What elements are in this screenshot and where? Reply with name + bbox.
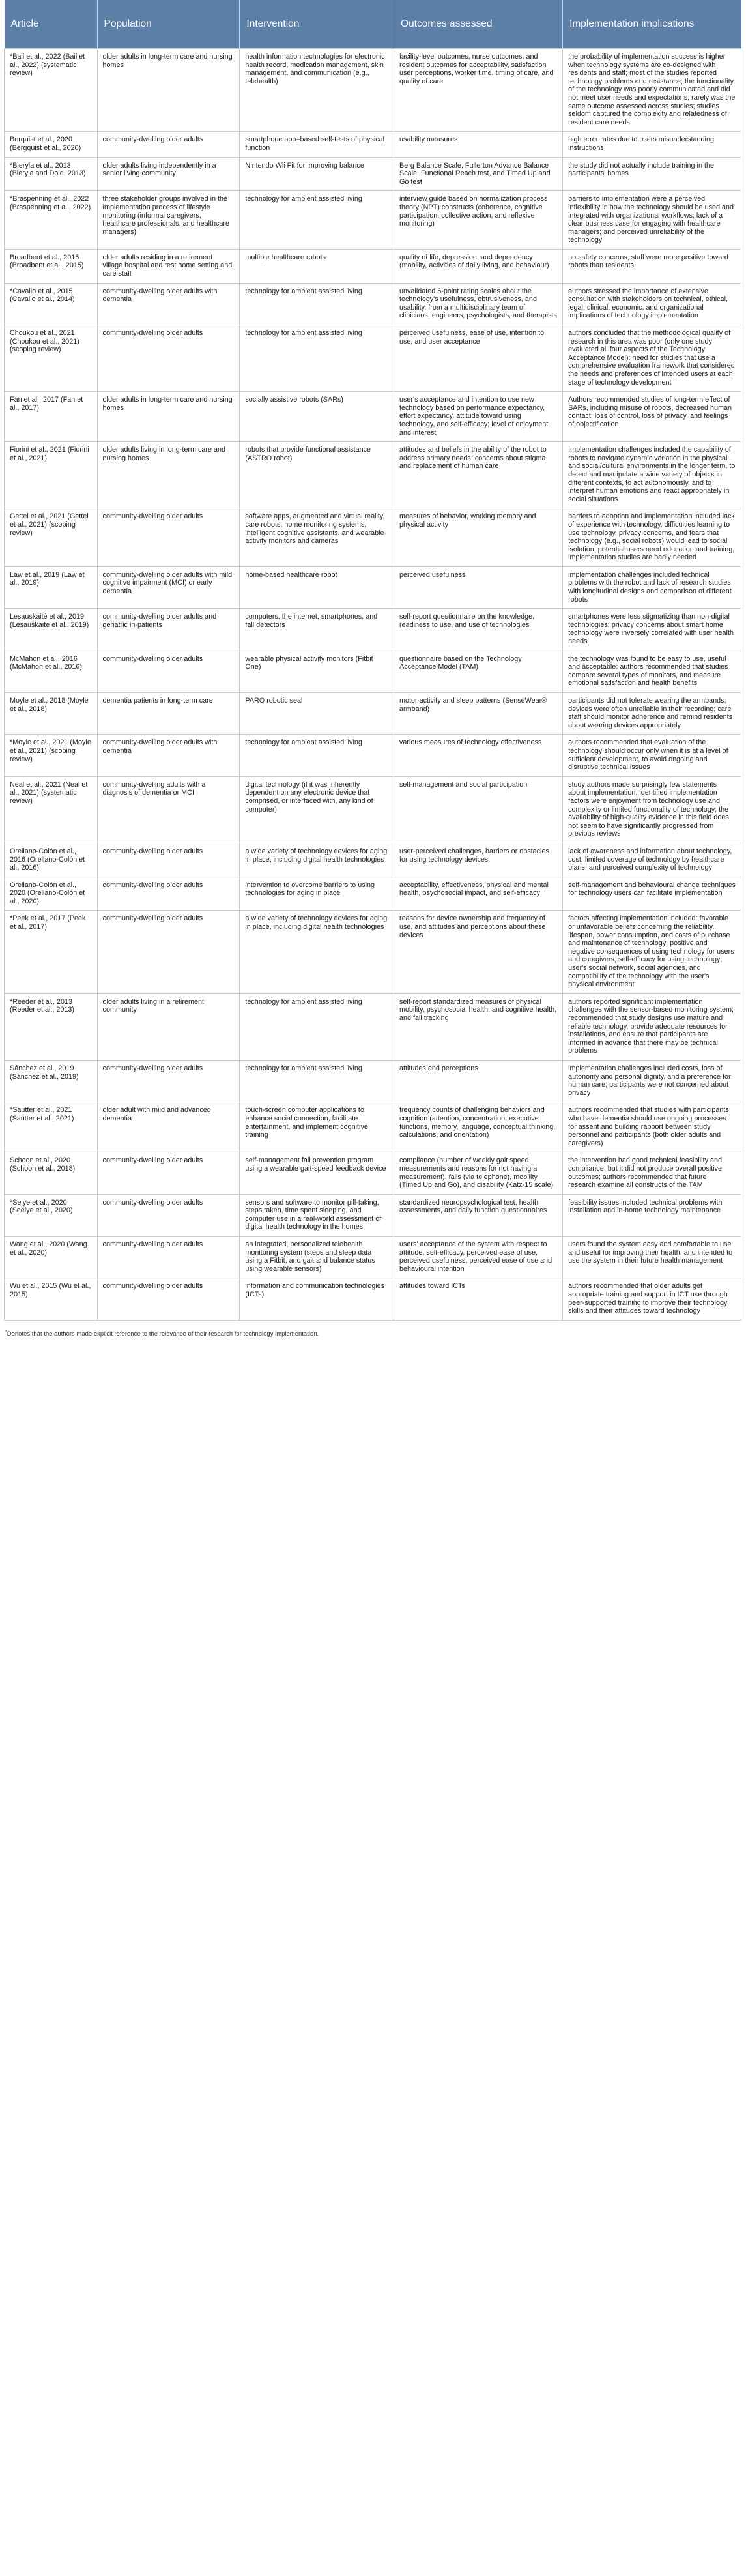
table-row: [5, 283, 741, 325]
cell-intervention: socially assistive robots (SARs): [240, 392, 394, 442]
cell-article: Choukou et al., 2021 (Choukou et al., 2021) (scoping review): [5, 325, 98, 392]
cell-intervention: technology for ambient assisted living: [240, 325, 394, 392]
cell-intervention: intervention to overcome barriers to using technologies for aging in place: [240, 877, 394, 911]
table-row: [5, 1194, 741, 1236]
cell-implications: barriers to implementation were a perceived inflexibility in how the technology should be used and integrated with organizational workflows; lack of a clear business case for engaging with healthcare managers; and perceived unreliability of the technology: [563, 191, 741, 250]
cell-outcomes: unvalidated 5-point rating scales about the technology's usefulness, obtrusiveness, and usability, from a multidisciplinary team of clinicians, engineers, psychologists, and therapists: [394, 283, 563, 325]
table-row: [5, 325, 741, 392]
cell-population: community-dwelling older adults: [97, 1237, 240, 1278]
table-footnote: [5, 1328, 746, 1338]
cell-outcomes: questionnaire based on the Technology Acceptance Model (TAM): [394, 651, 563, 692]
table-header: [5, 0, 741, 49]
cell-intervention: smartphone app–based self-tests of physical function: [240, 132, 394, 157]
cell-implications: factors affecting implementation included: favorable or unfavorable beliefs concerning the reliability, lifespan, power consumption, and costs of purchase and maintenance of technology; positive and negative consequences of using technology for users and caregivers; self-efficacy for using technology; user's social network, social agencies, and compatibility of the technology with the user's physical environment: [563, 911, 741, 993]
cell-intervention: an integrated, personalized telehealth monitoring system (steps and sleep data using a Fitbit, and gait and balance status using wearable sensors): [240, 1237, 394, 1278]
cell-outcomes: reasons for device ownership and frequency of use, and attitudes and perceptions about these devices: [394, 911, 563, 993]
table-row: [5, 1237, 741, 1278]
cell-population: community-dwelling older adults: [97, 651, 240, 692]
table-row: [5, 609, 741, 651]
cell-outcomes: attitudes toward ICTs: [394, 1278, 563, 1320]
cell-outcomes: motor activity and sleep patterns (SenseWear® armband): [394, 693, 563, 735]
cell-population: community-dwelling older adults: [97, 877, 240, 911]
cell-outcomes: facility-level outcomes, nurse outcomes, and resident outcomes for acceptability, satisfaction user perceptions, worker time, timing of care, and quality of care: [394, 49, 563, 132]
cell-population: community-dwelling older adults: [97, 1060, 240, 1102]
cell-outcomes: self-report standardized measures of physical mobility, psychosocial health, and cognitive health, and fall tracking: [394, 993, 563, 1060]
cell-implications: participants did not tolerate wearing the armbands; devices were often unreliable in their recording; care staff should monitor adherence and remind residents about wearing devices appropriately: [563, 693, 741, 735]
table-row: [5, 392, 741, 442]
cell-population: community-dwelling older adults with dementia: [97, 283, 240, 325]
cell-outcomes: attitudes and beliefs in the ability of the robot to address primary needs; concerns about stigma and replacement of human care: [394, 442, 563, 508]
cell-outcomes: perceived usefulness, ease of use, intention to use, and user acceptance: [394, 325, 563, 392]
cell-population: dementia patients in long-term care: [97, 693, 240, 735]
cell-implications: the study did not actually include training in the participants' homes: [563, 157, 741, 191]
cell-implications: feasibility issues included technical problems with installation and in-home technology maintenance: [563, 1194, 741, 1236]
table-row: [5, 735, 741, 776]
header-population: Population: [97, 0, 240, 49]
table-row: [5, 1152, 741, 1194]
cell-article: *Bail et al., 2022 (Bail et al., 2022) (systematic review): [5, 49, 98, 132]
cell-population: community-dwelling older adults and geriatric in-patients: [97, 609, 240, 651]
cell-article: *Selye et al., 2020 (Seelye et al., 2020): [5, 1194, 98, 1236]
table-body: [5, 49, 741, 1321]
cell-implications: Authors recommended studies of long-term effect of SARs, including misuse of robots, decreased human contact, loss of control, loss of privacy, and feelings of objectification: [563, 392, 741, 442]
cell-population: older adults residing in a retirement village hospital and rest home setting and care staff: [97, 249, 240, 283]
cell-article: Fiorini et al., 2021 (Fiorini et al., 2021): [5, 442, 98, 508]
cell-implications: smartphones were less stigmatizing than non-digital technologies; privacy concerns about smart home technology were inversely correlated with user health needs: [563, 609, 741, 651]
cell-intervention: self-management fall prevention program using a wearable gait-speed feedback device: [240, 1152, 394, 1194]
cell-article: Orellano-Colón et al., 2020 (Orellano-Colón et al., 2020): [5, 877, 98, 911]
table-row: [5, 1060, 741, 1102]
cell-implications: authors recommended that studies with participants who have dementia should use ongoing processes for assent and building rapport between study personnel and participants (both older adults and caregivers): [563, 1102, 741, 1152]
cell-article: *Reeder et al., 2013 (Reeder et al., 2013): [5, 993, 98, 1060]
cell-article: Wang et al., 2020 (Wang et al., 2020): [5, 1237, 98, 1278]
cell-article: Lesauskaitė et al., 2019 (Lesauskaitė et al., 2019): [5, 609, 98, 651]
table-row: [5, 191, 741, 250]
table-row: [5, 157, 741, 191]
table-row: [5, 877, 741, 911]
cell-article: Berquist et al., 2020 (Bergquist et al., 2020): [5, 132, 98, 157]
cell-implications: the intervention had good technical feasibility and compliance, but it did not produce overall positive outcomes; authors recommended that future research examine all constructs of the TAM: [563, 1152, 741, 1194]
header-implementation-implications: Implementation implications: [569, 18, 695, 29]
header-outcomes-assessed: Outcomes assessed: [394, 0, 563, 49]
cell-article: McMahon et al., 2016 (McMahon et al., 2016): [5, 651, 98, 692]
table-row: [5, 693, 741, 735]
cell-population: older adult with mild and advanced dementia: [97, 1102, 240, 1152]
cell-implications: authors recommended that older adults get appropriate training and support in ICT use through peer-supported training to improve their technology skills and their attitudes toward technology: [563, 1278, 741, 1320]
cell-article: Moyle et al., 2018 (Moyle et al., 2018): [5, 693, 98, 735]
table-row: [5, 776, 741, 843]
cell-intervention: technology for ambient assisted living: [240, 993, 394, 1060]
cell-implications: authors stressed the importance of extensive consultation with stakeholders on technical, ethical, legal, clinical, economic, and organizational implications of technology implementation: [563, 283, 741, 325]
cell-intervention: technology for ambient assisted living: [240, 283, 394, 325]
cell-implications: authors recommended that evaluation of the technology should occur only when it is at a level of sufficient development, to avoid ongoing and disruptive technical issues: [563, 735, 741, 776]
table-row: [5, 49, 741, 132]
cell-population: community-dwelling older adults with dementia: [97, 735, 240, 776]
cell-implications: self-management and behavioural change techniques for technology users can facilitate implementation: [563, 877, 741, 911]
table-row: [5, 132, 741, 157]
cell-outcomes: compliance (number of weekly gait speed measurements and reasons for not having a measurement), falls (via telephone), mobility (Timed Up and Go), and disability (Katz-15 scale): [394, 1152, 563, 1194]
cell-article: Sánchez et al., 2019 (Sánchez et al., 2019): [5, 1060, 98, 1102]
cell-population: community-dwelling older adults: [97, 325, 240, 392]
cell-population: community-dwelling older adults: [97, 1278, 240, 1320]
cell-article: *Bieryla et al., 2013 (Bieryla and Dold, 2013): [5, 157, 98, 191]
cell-population: older adults living in a retirement community: [97, 993, 240, 1060]
cell-intervention: a wide variety of technology devices for aging in place, including digital health technologies: [240, 911, 394, 993]
cell-implications: lack of awareness and information about technology, cost, limited coverage of technology by healthcare plans, and perceived complexity of technology: [563, 843, 741, 877]
cell-outcomes: Berg Balance Scale, Fullerton Advance Balance Scale, Functional Reach test, and Timed Up and Go test: [394, 157, 563, 191]
cell-outcomes: measures of behavior, working memory and physical activity: [394, 508, 563, 567]
cell-population: older adults in long-term care and nursing homes: [97, 49, 240, 132]
cell-article: Fan et al., 2017 (Fan et al., 2017): [5, 392, 98, 442]
cell-intervention: technology for ambient assisted living: [240, 1060, 394, 1102]
cell-outcomes: interview guide based on normalization process theory (NPT) constructs (coherence, cognitive participation, collective action, and reflexive monitoring): [394, 191, 563, 250]
cell-implications: implementation challenges included costs, loss of autonomy and personal dignity, and a preference for human care; participants were not concerned about privacy: [563, 1060, 741, 1102]
table-row: [5, 993, 741, 1060]
header-article: Article: [5, 0, 98, 49]
cell-article: Neal et al., 2021 (Neal et al., 2021) (systematic review): [5, 776, 98, 843]
cell-population: three stakeholder groups involved in the implementation process of lifestyle monitoring (informal caregivers, healthcare professionals, and healthcare managers): [97, 191, 240, 250]
cell-intervention: health information technologies for electronic health record, medication management, skin management, and communication (e.g., telehealth): [240, 49, 394, 132]
cell-population: older adults living in long-term care and nursing homes: [97, 442, 240, 508]
cell-intervention: a wide variety of technology devices for aging in place, including digital health technologies: [240, 843, 394, 877]
table-row: [5, 1102, 741, 1152]
cell-outcomes: standardized neuropsychological test, health assessments, and daily function questionnaires: [394, 1194, 563, 1236]
footnote-marker: *: [5, 1329, 7, 1334]
cell-population: older adults in long-term care and nursing homes: [97, 392, 240, 442]
cell-population: community-dwelling older adults with mild cognitive impairment (MCI) or early dementia: [97, 566, 240, 608]
cell-implications: the probability of implementation success is higher when technology systems are co-designed with residents and staff; most of the studies reported technology problems and resistance; the functionality of the technology was poorly communicated and did not meet user needs and expectations; rarely was the same outcome assessed across studies; studies seldom captured the complexity and relatedness of resident care needs: [563, 49, 741, 132]
cell-outcomes: perceived usefulness: [394, 566, 563, 608]
cell-intervention: information and communication technologies (ICTs): [240, 1278, 394, 1320]
cell-outcomes: self-management and social participation: [394, 776, 563, 843]
cell-implications: study authors made surprisingly few statements about implementation; identified implementation factors were enjoyment from technology use and complexity or limited functionality of technology; the availability of high-quality evidence in this field does not seem to have significantly progressed from previous reviews: [563, 776, 741, 843]
table-row: [5, 442, 741, 508]
cell-outcomes: acceptability, effectiveness, physical and mental health, psychosocial impact, and self-efficacy: [394, 877, 563, 911]
cell-article: Gettel et al., 2021 (Gettel et al., 2021) (scoping review): [5, 508, 98, 567]
table-row: [5, 566, 741, 608]
cell-implications: authors concluded that the methodological quality of research in this area was poor (only one study evaluated all four aspects of the Technology Acceptance Model); need for studies that use a comprehensive evaluation framework that considered the needs and preferences of intended users at each stage of technology development: [563, 325, 741, 392]
cell-article: *Moyle et al., 2021 (Moyle et al., 2021) (scoping review): [5, 735, 98, 776]
cell-population: community-dwelling older adults: [97, 1152, 240, 1194]
cell-outcomes: usability measures: [394, 132, 563, 157]
cell-article: Broadbent et al., 2015 (Broadbent et al., 2015): [5, 249, 98, 283]
cell-implications: implementation challenges included technical problems with the robot and lack of research studies with longitudinal designs and comparison of different robots: [563, 566, 741, 608]
cell-implications: no safety concerns; staff were more positive toward robots than residents: [563, 249, 741, 283]
table-row: [5, 911, 741, 993]
header-intervention: Intervention: [240, 0, 394, 49]
cell-article: Schoon et al., 2020 (Schoon et al., 2018): [5, 1152, 98, 1194]
cell-article: *Braspenning et al., 2022 (Braspenning et al., 2022): [5, 191, 98, 250]
cell-article: *Sautter et al., 2021 (Sautter et al., 2021): [5, 1102, 98, 1152]
cell-article: *Cavallo et al., 2015 (Cavallo et al., 2014): [5, 283, 98, 325]
cell-population: community-dwelling older adults: [97, 911, 240, 993]
cell-intervention: sensors and software to monitor pill-taking, steps taken, time spent sleeping, and computer use in a real-world assessment of digital health technology in the homes: [240, 1194, 394, 1236]
cell-intervention: software apps, augmented and virtual reality, care robots, home monitoring systems, intelligent cognitive assistants, and wearable activity monitors and cameras: [240, 508, 394, 567]
cell-article: *Peek et al., 2017 (Peek et al., 2017): [5, 911, 98, 993]
studies-table: [4, 0, 741, 1321]
cell-intervention: Nintendo Wii Fit for improving balance: [240, 157, 394, 191]
cell-intervention: touch-screen computer applications to enhance social connection, facilitate entertainment, and implement cognitive training: [240, 1102, 394, 1152]
cell-outcomes: user-perceived challenges, barriers or obstacles for using technology devices: [394, 843, 563, 877]
cell-population: community-dwelling older adults: [97, 508, 240, 567]
cell-implications: the technology was found to be easy to use, useful and acceptable; authors recommended that studies compare several types of monitors, and measure emotional satisfaction and health benefits: [563, 651, 741, 692]
cell-population: community-dwelling older adults: [97, 843, 240, 877]
cell-intervention: robots that provide functional assistance (ASTRO robot): [240, 442, 394, 508]
footnote-text: Denotes that the authors made explicit reference to the relevance of their research for technology implementation.: [7, 1330, 319, 1338]
cell-article: Law et al., 2019 (Law et al., 2019): [5, 566, 98, 608]
cell-implications: high error rates due to users misunderstanding instructions: [563, 132, 741, 157]
table-row: [5, 249, 741, 283]
table-row: [5, 651, 741, 692]
cell-intervention: home-based healthcare robot: [240, 566, 394, 608]
cell-intervention: multiple healthcare robots: [240, 249, 394, 283]
cell-population: community-dwelling adults with a diagnosis of dementia or MCI: [97, 776, 240, 843]
cell-outcomes: users' acceptance of the system with respect to attitude, self-efficacy, perceived ease of use, perceived usefulness, perceived ease of use and behavioural intention: [394, 1237, 563, 1278]
cell-intervention: computers, the internet, smartphones, and fall detectors: [240, 609, 394, 651]
cell-population: community-dwelling older adults: [97, 132, 240, 157]
table-row: [5, 1278, 741, 1320]
cell-outcomes: attitudes and perceptions: [394, 1060, 563, 1102]
cell-population: older adults living independently in a senior living community: [97, 157, 240, 191]
cell-intervention: PARO robotic seal: [240, 693, 394, 735]
cell-outcomes: quality of life, depression, and dependency (mobility, activities of daily living, and behaviour): [394, 249, 563, 283]
header-row: [5, 0, 741, 49]
cell-outcomes: user's acceptance and intention to use new technology based on performance expectancy, effort expectancy, attitude toward using technology, and self-efficacy; level of enjoyment and interest: [394, 392, 563, 442]
cell-implications: Implementation challenges included the capability of robots to navigate dynamic variation in the physical and social/cultural environments in the longer term, to detect and manipulate a wide variety of objects in different contexts, to act autonomously, and to interpret human emotions and react appropriately in social situations: [563, 442, 741, 508]
table-row: [5, 508, 741, 567]
cell-intervention: digital technology (if it was inherently dependent on any electronic device that comprised, or interfaced with, any kind of computer): [240, 776, 394, 843]
cell-population: community-dwelling older adults: [97, 1194, 240, 1236]
cell-article: Orellano-Colón et al., 2016 (Orellano-Colón et al., 2016): [5, 843, 98, 877]
cell-implications: authors reported significant implementation challenges with the sensor-based monitoring system; recommended that study designs use mature and reliable technology, provide adequate resources for installations, and ensure that participants are informed in advance that there may be technical problems: [563, 993, 741, 1060]
cell-article: Wu et al., 2015 (Wu et al., 2015): [5, 1278, 98, 1320]
cell-outcomes: frequency counts of challenging behaviors and cognition (attention, concentration, executive functions, memory, language, conceptual thinking, calculations, and orientation): [394, 1102, 563, 1152]
cell-implications: barriers to adoption and implementation included lack of experience with technology, difficulties learning to use technology, privacy concerns, and fears that technology (e.g., social robots) would lead to social isolation; potential users need education and training, implementation studies are badly needed: [563, 508, 741, 567]
cell-intervention: wearable physical activity monitors (Fitbit One): [240, 651, 394, 692]
table-row: [5, 843, 741, 877]
cell-intervention: technology for ambient assisted living: [240, 735, 394, 776]
cell-outcomes: various measures of technology effectiveness: [394, 735, 563, 776]
cell-intervention: technology for ambient assisted living: [240, 191, 394, 250]
cell-implications: users found the system easy and comfortable to use and useful for improving their health, and intended to use the system in their future health management: [563, 1237, 741, 1278]
cell-outcomes: self-report questionnaire on the knowledge, readiness to use, and use of technologies: [394, 609, 563, 651]
